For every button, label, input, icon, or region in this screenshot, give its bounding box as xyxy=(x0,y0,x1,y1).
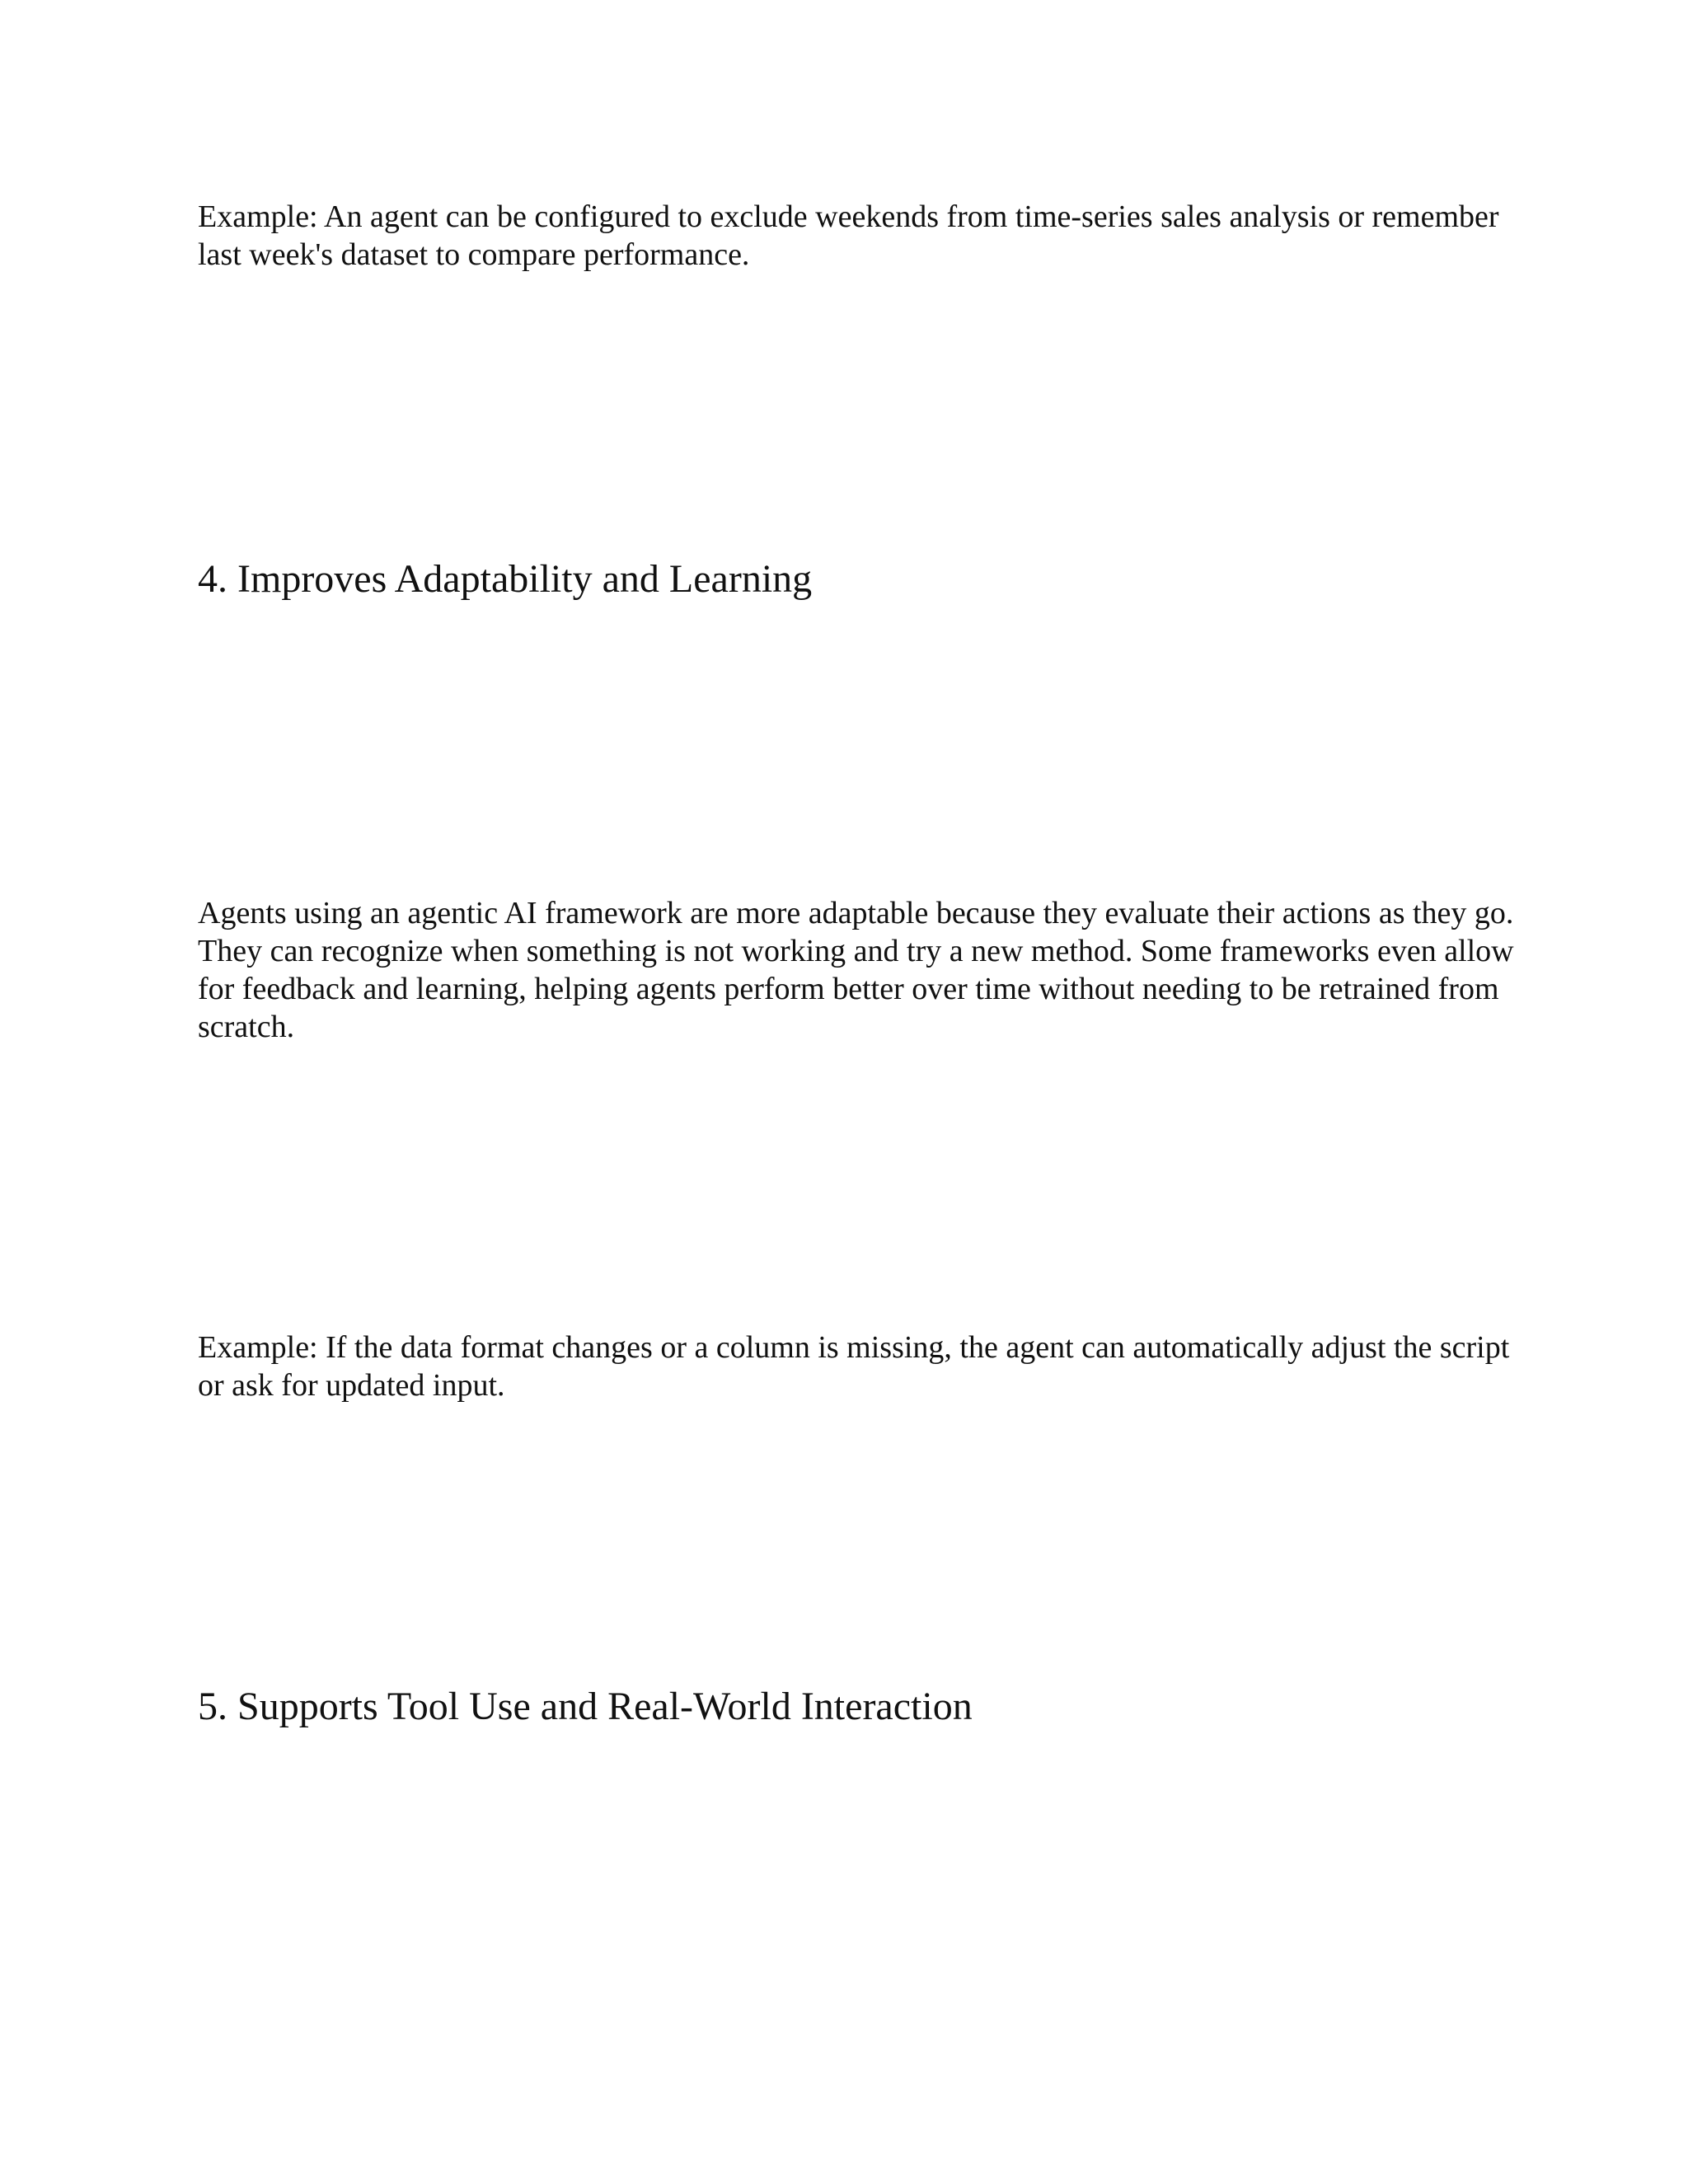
example-paragraph: Example: If the data format changes or a column is missing, the agent can automatically adjust the script or ask for updated input. xyxy=(198,1330,1510,1403)
section-heading: 5. Supports Tool Use and Real-World Interaction xyxy=(198,1685,973,1728)
section-heading: 4. Improves Adaptability and Learning xyxy=(198,557,813,601)
body-paragraph: Agents using an agentic AI framework are more adaptable because they evaluate their actions as they go. They can recognize when something is not working and try a new method. Some frameworks even allow for feedback and learning, helping agents perform better over time without needing to be retrained from scratch. xyxy=(198,896,1514,1044)
example-paragraph: Example: An agent can be configured to exclude weekends from time-series sales analysis or remember last week's dataset to compare performance. xyxy=(198,199,1499,272)
